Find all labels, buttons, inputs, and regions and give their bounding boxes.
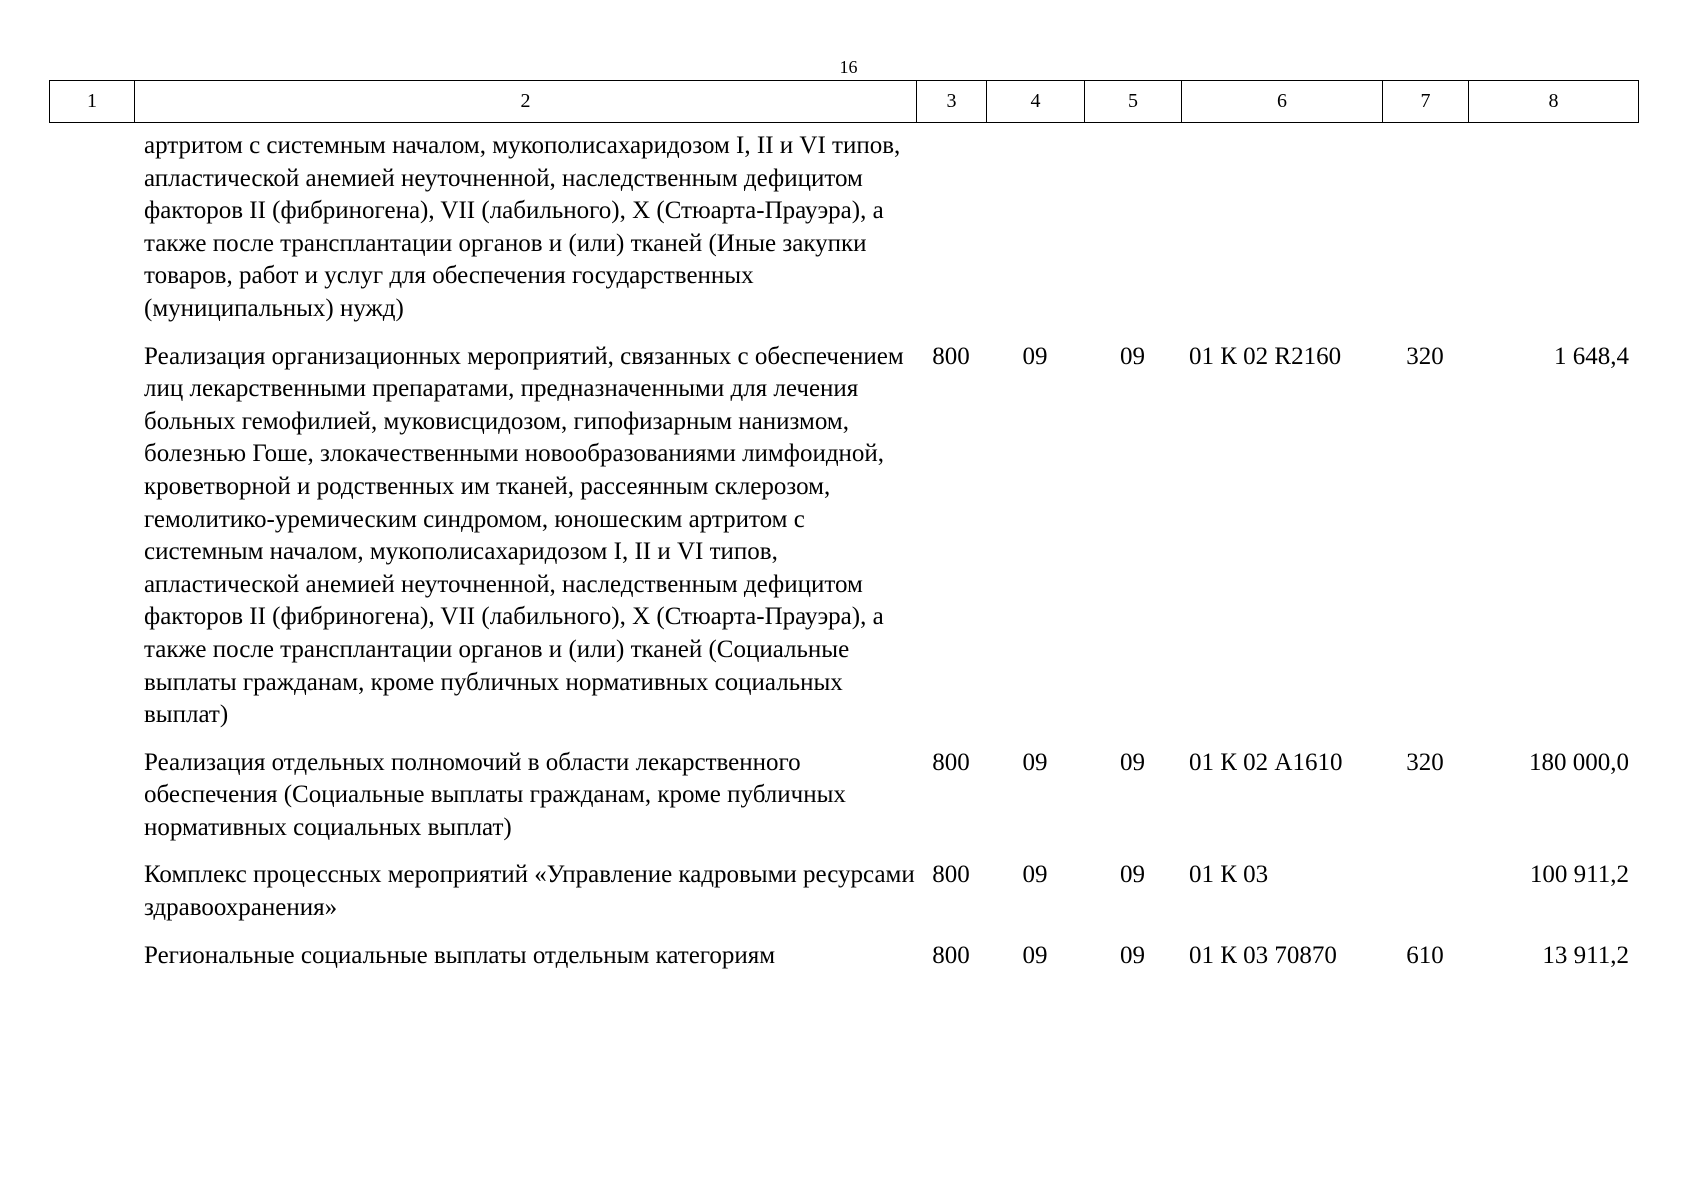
- table-row: [49, 130, 1638, 341]
- row-section: 09: [1022, 861, 1048, 889]
- column-header-2: 2: [135, 81, 917, 123]
- row-expense-type: [1382, 130, 1468, 341]
- column-header-6: 6: [1182, 81, 1383, 123]
- row-amount: [1468, 130, 1638, 341]
- column-header-7: 7: [1383, 81, 1469, 123]
- column-header-3: 3: [917, 81, 987, 123]
- column-header-5: 5: [1085, 81, 1182, 123]
- row-ministry: 800: [932, 861, 970, 889]
- row-name: артритом с системным началом, мукополисахаридозом I, II и VI типов, апластической анемией неуточненной, наследственным дефицитом факторов II (фибриногена), VII (лабильного), X (Стюарта-Прауэра), а также после трансплантации органов и (или) тканей (Иные закупки товаров, работ и услуг для обеспечения государственных (муниципальных) нужд): [144, 132, 901, 322]
- row-section: 09: [1022, 941, 1048, 969]
- column-header-8: 8: [1469, 81, 1639, 123]
- row-name: Региональные социальные выплаты отдельным категориям: [144, 941, 776, 969]
- table-row: [49, 747, 1638, 860]
- column-header-4: 4: [987, 81, 1085, 123]
- row-section: 09: [1022, 748, 1048, 776]
- column-header-row: [50, 81, 1639, 123]
- row-section: 09: [1022, 342, 1048, 370]
- row-target: [1181, 130, 1382, 341]
- row-target: 01 К 03: [1189, 861, 1269, 889]
- row-expense-type: 320: [1406, 748, 1444, 776]
- row-amount: 180 000,0: [1529, 748, 1629, 776]
- row-expense-type: [1382, 859, 1468, 939]
- row-name: Реализация отдельных полномочий в области лекарственного обеспечения (Социальные выплаты гражданам, кроме публичных нормативных социальных выплат): [144, 748, 846, 841]
- table-row: [49, 859, 1638, 939]
- row-subsection: 09: [1120, 941, 1145, 969]
- row-ministry: 800: [932, 941, 970, 969]
- row-ministry: 800: [932, 748, 970, 776]
- row-expense-type: 320: [1406, 342, 1444, 370]
- row-target: 01 К 02 R2160: [1189, 342, 1342, 370]
- page-number: 16: [839, 57, 858, 77]
- row-target: 01 К 03 70870: [1189, 941, 1337, 969]
- row-subsection: 09: [1120, 861, 1145, 889]
- row-name: Реализация организационных мероприятий, связанных с обеспечением лиц лекарственными препаратами, предназначенными для лечения больных гемофилией, муковисцидозом, гипофизарным нанизмом, болезнью Гоше, злокачественными новообразованиями лимфоидной, кроветворной и родственных им тканей, рассеянным склерозом, гемолитико-уремическим синдромом, юношеским артритом с системным началом, мукополисахаридозом I, II и VI типов, апластической анемией неуточненной, наследственным дефицитом факторов II (фибриногена), VII (лабильного), X (Стюарта-Прауэра), а также после трансплантации органов и (или) тканей (Социальные выплаты гражданам, кроме публичных нормативных социальных выплат): [144, 342, 904, 729]
- budget-table: [49, 130, 1638, 972]
- row-ministry: 800: [932, 342, 970, 370]
- table-row: [49, 341, 1638, 747]
- row-subsection: 09: [1120, 342, 1145, 370]
- row-subsection: 09: [1120, 748, 1145, 776]
- row-ministry: [916, 130, 986, 341]
- row-amount: 13 911,2: [1542, 941, 1629, 969]
- table-row: [49, 940, 1638, 973]
- row-subsection: [1084, 130, 1181, 341]
- row-amount: 100 911,2: [1529, 861, 1629, 889]
- row-amount: 1 648,4: [1554, 342, 1629, 370]
- column-header-table: [49, 80, 1639, 123]
- row-name: Комплекс процессных мероприятий «Управление кадровыми ресурсами здравоохранения»: [144, 861, 915, 922]
- row-target: 01 К 02 А1610: [1189, 748, 1343, 776]
- column-header-1: 1: [50, 81, 135, 123]
- row-expense-type: 610: [1406, 941, 1444, 969]
- row-section: [986, 130, 1084, 341]
